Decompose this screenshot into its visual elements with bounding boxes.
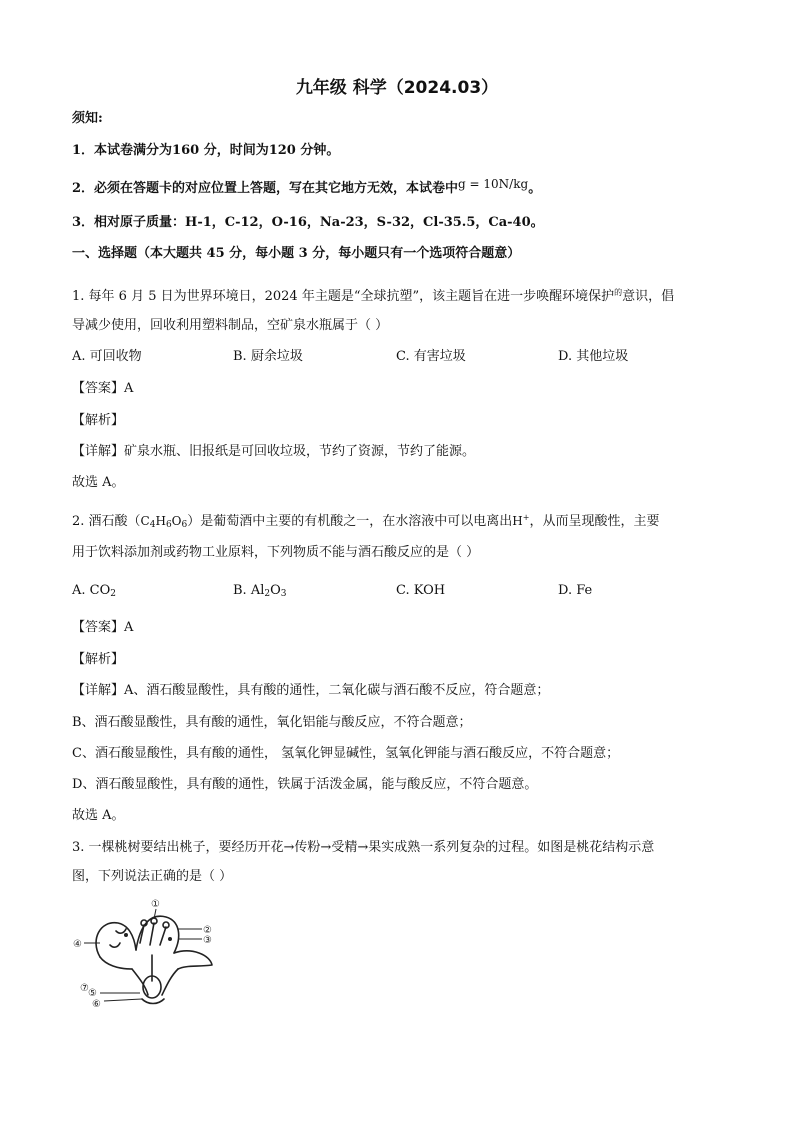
q2-stem-line2: 用于饮料添加剂或药物工业原料，下列物质不能与酒石酸反应的是（ ） — [72, 545, 480, 560]
ion-charge: + — [522, 513, 530, 522]
q1-stem-sup: 的 — [614, 288, 623, 297]
q2-option-b-sub1: 2 — [264, 589, 271, 599]
q1-choose: 故选 A。 — [72, 475, 125, 490]
figure-label-2: ② — [203, 925, 212, 936]
figure-label-4: ④ — [73, 939, 82, 950]
figure-label-7: ⑦ — [80, 983, 89, 994]
q2-option-a-sub: 2 — [110, 589, 116, 599]
figure-label-3: ③ — [203, 935, 212, 946]
q2-option-b — [233, 583, 287, 602]
hydrogen-ion — [512, 514, 529, 528]
q1-stem-end: 意识，倡 — [622, 289, 675, 304]
q1-detail: 【详解】矿泉水瓶、旧报纸是可回收垃圾，节约了资源，节约了能源。 — [72, 444, 476, 459]
q1-answer: 【答案】A — [72, 381, 134, 396]
notice-item-2-end: 。 — [528, 181, 542, 196]
q2-option-b-sub2: 3 — [280, 589, 287, 599]
q2-detail-b: B、酒石酸显酸性，具有酸的通性，氧化铝能与酸反应，不符合题意； — [72, 715, 472, 730]
gravity-formula: g = 10N/kg — [458, 177, 529, 191]
q3-stem-line2: 图，下列说法正确的是（ ） — [72, 869, 233, 884]
figure-label-1: ① — [151, 899, 160, 910]
q1-analysis: 【解析】 — [72, 413, 125, 428]
formula-sub-o: 6 — [181, 520, 188, 530]
notice-item-1: 1．本试卷满分为160 分，时间为120 分钟。 — [72, 143, 340, 158]
q2-detail-d: D、酒石酸显酸性，具有酸的通性，铁属于活泼金属，能与酸反应，不符合题意。 — [72, 777, 538, 792]
formula-sub-h: 6 — [165, 520, 172, 530]
ion-h: H — [512, 514, 523, 528]
figure-label-5: ⑤ — [88, 988, 97, 999]
sepal — [132, 969, 148, 995]
formula-c: C — [140, 514, 150, 528]
q2-stem-end: ，从而呈现酸性，主要 — [529, 514, 660, 529]
q1-option-b: B. 厨余垃圾 — [233, 349, 303, 364]
q2-option-b-text: B. Al — [233, 583, 265, 598]
notice-item-2 — [72, 177, 542, 197]
q2-option-b-o: O — [270, 583, 281, 598]
q1-option-c: C. 有害垃圾 — [396, 349, 466, 364]
section-heading: 一、选择题（本大题共 45 分，每小题 3 分，每小题只有一个选项符合题意） — [72, 246, 521, 261]
q1-stem-line1 — [72, 285, 674, 305]
q3-stem-line1: 3. 一棵桃树要结出桃子，要经历开花→传粉→受精→果实成熟一系列复杂的过程。如图是桃花结构示意 — [72, 840, 655, 855]
q2-choose: 故选 A。 — [72, 808, 125, 823]
q2-analysis: 【解析】 — [72, 652, 125, 667]
formula-sub-c: 4 — [149, 520, 156, 530]
q2-option-d: D. Fe — [558, 583, 593, 598]
q2-stem-start: 2. 酒石酸（ — [72, 514, 141, 529]
q1-stem-text: 1. 每年 6 月 5 日为世界环境日，2024 年主题是“全球抗塑”，该主题旨在进一步唤醒环境保护 — [72, 289, 615, 304]
notice-item-2-text: 2．必须在答题卡的对应位置上答题，写在其它地方无效，本试卷中 — [72, 181, 459, 196]
figure-label-6: ⑥ — [92, 999, 101, 1010]
formula-h: H — [155, 514, 166, 528]
notice-heading: 须知: — [72, 111, 103, 126]
q1-stem-line2: 导减少使用，回收利用塑料制品，空矿泉水瓶属于（ ） — [72, 318, 389, 333]
q2-option-a — [72, 583, 116, 602]
q2-detail-c: C、酒石酸显酸性，具有酸的通性， 氢氧化钾显碱性，氢氧化钾能与酒石酸反应，不符合题意； — [72, 746, 620, 761]
formula-o: O — [171, 514, 182, 528]
q2-option-a-text: A. CO — [72, 583, 111, 598]
q2-detail-a: 【详解】A、酒石酸显酸性，具有酸的通性，二氧化碳与酒石酸不反应，符合题意； — [72, 683, 550, 698]
petal-right — [174, 951, 212, 969]
q1-option-d: D. 其他垃圾 — [558, 349, 629, 364]
petal-base-left — [100, 957, 132, 969]
q2-stem-line1 — [72, 510, 659, 533]
q2-stem-mid: ）是葡萄酒中主要的有机酸之一，在水溶液中可以电离出 — [187, 514, 513, 529]
tartaric-acid-formula — [141, 514, 188, 528]
notice-item-3: 3．相对原子质量：H-1，C-12，O-16，Na-23，S-32，Cl-35.5，Ca-40。 — [72, 215, 544, 230]
q2-option-c: C. KOH — [396, 583, 446, 598]
petal-left — [96, 923, 136, 957]
q1-option-a: A. 可回收物 — [72, 349, 142, 364]
q2-answer: 【答案】A — [72, 620, 134, 635]
peach-flower-diagram — [70, 895, 230, 1015]
page-title: 九年级 科学（2024.03） — [295, 78, 499, 98]
